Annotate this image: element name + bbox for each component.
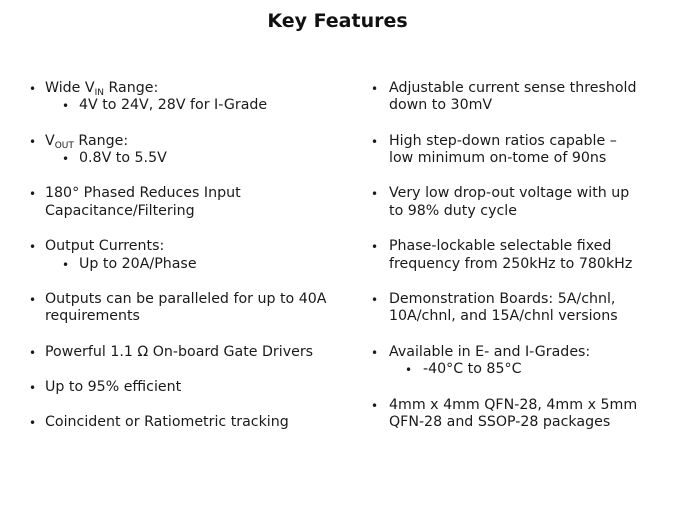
- feature-grades: Available in E- and I-Grades:: [389, 344, 591, 360]
- feature-gate-drivers: Powerful 1.1 Ω On-board Gate Drivers: [45, 344, 314, 360]
- feature-current-sense: Adjustable current sense threshold: [389, 80, 637, 96]
- feature-step-down: High step-down ratios capable –: [389, 133, 617, 149]
- sub-bullet-icon: •: [405, 363, 413, 377]
- bullet-icon: •: [371, 240, 379, 254]
- feature-step-down-cont: low minimum on-tome of 90ns: [389, 150, 607, 166]
- bullet-icon: •: [371, 82, 379, 96]
- bullet-icon: •: [29, 187, 37, 201]
- feature-paralleled: Outputs can be paralleled for up to 40A: [45, 291, 327, 307]
- feature-dropout-cont: to 98% duty cycle: [389, 203, 517, 219]
- bullet-icon: •: [29, 240, 37, 254]
- feature-vin-range-detail: 4V to 24V, 28V for I-Grade: [79, 97, 268, 113]
- feature-packages: 4mm x 4mm QFN-28, 4mm x 5mm: [389, 397, 638, 413]
- feature-packages-cont: QFN-28 and SSOP-28 packages: [389, 414, 611, 430]
- feature-output-currents-detail: Up to 20A/Phase: [79, 256, 197, 272]
- feature-grades-detail: -40°C to 85°C: [423, 361, 522, 377]
- feature-vout-range: $V_{OUT}$ Range:: [45, 133, 129, 151]
- feature-paralleled-cont: requirements: [45, 308, 140, 324]
- sub-bullet-icon: •: [62, 99, 70, 113]
- bullet-icon: •: [371, 293, 379, 307]
- bullet-icon: •: [371, 187, 379, 201]
- feature-demo-boards-cont: 10A/chnl, and 15A/chnl versions: [389, 308, 618, 324]
- slide-title: Key Features: [267, 10, 408, 32]
- feature-current-sense-cont: down to 30mV: [389, 97, 493, 113]
- bullet-icon: •: [29, 293, 37, 307]
- feature-demo-boards: Demonstration Boards: 5A/chnl,: [389, 291, 616, 307]
- feature-vout-range-detail: 0.8V to 5.5V: [79, 150, 167, 166]
- bullet-icon: •: [371, 399, 379, 413]
- bullet-icon: •: [371, 135, 379, 149]
- feature-frequency: Phase-lockable selectable fixed: [389, 238, 612, 254]
- feature-phased-cont: Capacitance/Filtering: [45, 203, 195, 219]
- feature-tracking: Coincident or Ratiometric tracking: [45, 414, 289, 430]
- feature-output-currents: Output Currents:: [45, 238, 165, 254]
- bullet-icon: •: [29, 82, 37, 96]
- feature-frequency-cont: frequency from 250kHz to 780kHz: [389, 256, 633, 272]
- feature-phased: 180° Phased Reduces Input: [45, 185, 241, 201]
- feature-vin-range: Wide $V_{IN}$ Range:: [45, 80, 159, 98]
- feature-dropout: Very low drop-out voltage with up: [389, 185, 630, 201]
- bullet-icon: •: [371, 346, 379, 360]
- bullet-icon: •: [29, 381, 37, 395]
- bullet-icon: •: [29, 346, 37, 360]
- sub-bullet-icon: •: [62, 152, 70, 166]
- bullet-icon: •: [29, 416, 37, 430]
- sub-bullet-icon: •: [62, 258, 70, 272]
- bullet-icon: •: [29, 135, 37, 149]
- feature-efficiency: Up to 95% efficient: [45, 379, 182, 395]
